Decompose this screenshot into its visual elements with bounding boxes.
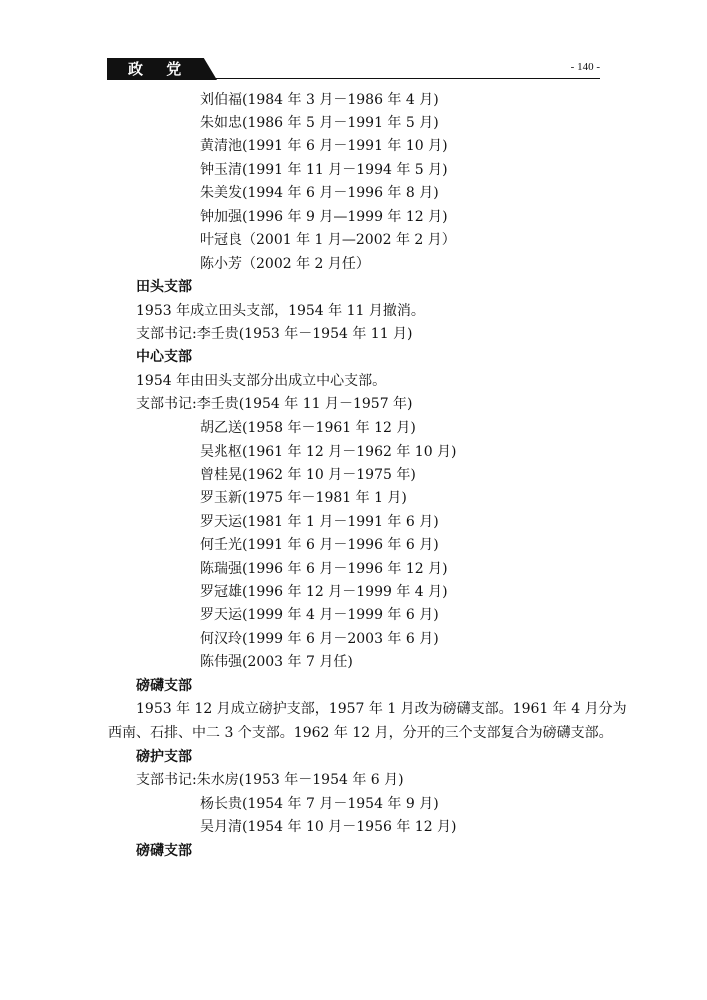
list-item: 朱美发(1994 年 6 月－1996 年 8 月) (200, 185, 439, 201)
list-item: 刘伯福(1984 年 3 月－1986 年 4 月) (200, 92, 439, 108)
list-item: 钟加强(1996 年 9 月—1999 年 12 月) (200, 209, 448, 225)
paragraph: 1953 年成立田头支部，1954 年 11 月撤消。 (136, 303, 425, 319)
list-item: 叶冠良（2001 年 1 月—2002 年 2 月） (200, 232, 456, 248)
section-heading-zhongxin: 中心支部 (136, 349, 192, 365)
section-heading-panghuang: 磅礴支部 (136, 678, 192, 694)
list-item: 杨长贵(1954 年 7 月－1954 年 9 月) (200, 796, 439, 812)
list-item: 罗玉新(1975 年－1981 年 1 月) (200, 490, 407, 506)
header-rule (107, 78, 600, 79)
list-item: 罗天运(1999 年 4 月－1999 年 6 月) (200, 607, 439, 623)
list-item: 朱如忠(1986 年 5 月－1991 年 5 月) (200, 115, 439, 131)
list-item: 罗天运(1981 年 1 月－1991 年 6 月) (200, 514, 439, 530)
section-heading-panghuang-sub: 磅礴支部 (136, 843, 192, 859)
paragraph: 1954 年由田头支部分出成立中心支部。 (136, 373, 387, 389)
list-item: 罗冠雄(1996 年 12 月－1999 年 4 月) (200, 584, 448, 600)
list-item: 何壬光(1991 年 6 月－1996 年 6 月) (200, 537, 439, 553)
list-item: 钟玉清(1991 年 11 月－1994 年 5 月) (200, 162, 448, 178)
list-item: 陈瑞强(1996 年 6 月－1996 年 12 月) (200, 561, 448, 577)
list-item: 胡乙送(1958 年－1961 年 12 月) (200, 420, 416, 436)
section-heading-tiantou: 田头支部 (136, 279, 192, 295)
list-item: 曾桂晃(1962 年 10 月－1975 年) (200, 467, 416, 483)
list-item: 黄清池(1991 年 6 月－1991 年 10 月) (200, 138, 448, 154)
list-item: 陈伟强(2003 年 7 月任) (200, 654, 353, 670)
secretary-line: 支部书记:李壬贵(1953 年－1954 年 11 月) (136, 326, 413, 342)
list-item: 何汉玲(1999 年 6 月－2003 年 6 月) (200, 631, 439, 647)
paragraph-line: 西南、石排、中二 3 个支部。1962 年 12 月，分开的三个支部复合为磅礴支部。 (108, 725, 613, 741)
list-item: 陈小芳（2002 年 2 月任） (200, 256, 370, 272)
section-title: 政 党 (128, 60, 191, 78)
list-item: 吴月清(1954 年 10 月－1956 年 12 月) (200, 819, 457, 835)
secretary-line: 支部书记:李壬贵(1954 年 11 月－1957 年) (136, 396, 413, 412)
list-item: 吴兆枢(1961 年 12 月－1962 年 10 月) (200, 444, 457, 460)
page-number: - 140 - (570, 61, 600, 73)
section-heading-panghu: 磅护支部 (136, 749, 192, 765)
paragraph-line: 1953 年 12 月成立磅护支部，1957 年 1 月改为磅礴支部。1961 年 4 月分为 (136, 701, 627, 717)
secretary-line: 支部书记:朱水房(1953 年－1954 年 6 月) (136, 772, 404, 788)
